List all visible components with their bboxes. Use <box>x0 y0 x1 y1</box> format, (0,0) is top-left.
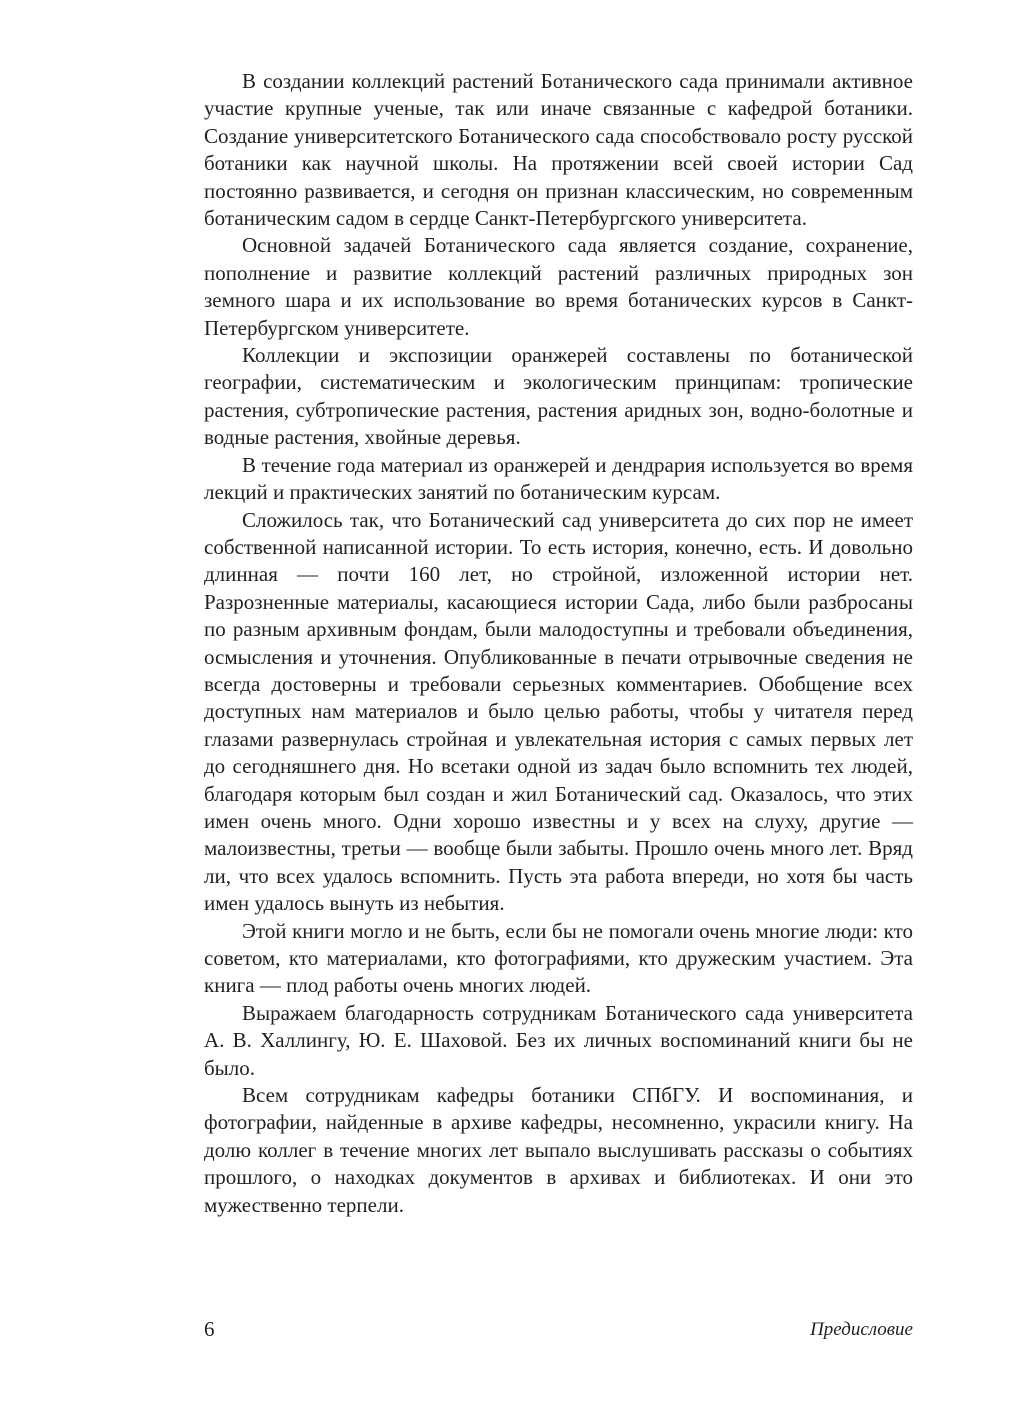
book-page <box>204 0 913 1411</box>
paragraph-5: Сложилось так, что Ботанический сад университета до сих пор не имеет собственной написанной истории. То есть история, конечно, есть. И довольно длинная — почти 160 лет, но стройной, изложенной истории нет. Разрозненные материалы, касающиеся истории Сада, либо были разбросаны по разным архивным фондам, были малодоступны и требовали объединения, осмысления и уточнения. Опубликованные в печати отрывочные сведения не всегда достоверны и требовали серьезных комментариев. Обобщение всех доступных нам материалов и было целью работы, чтобы у читателя перед глазами развернулась стройная и увлекательная история с самых первых лет до сегодняшнего дня. Но всетаки одной из задач было вспомнить тех людей, благодаря которым был создан и жил Ботанический сад. Оказалось, что этих имен очень много. Одни хорошо известны и у всех на слуху, другие — малоизвестны, третьи — вообще были забыты. Прошло очень много лет. Вряд ли, что всех удалось вспомнить. Пусть эта работа впереди, но хотя бы часть имен удалось вынуть из небытия. <box>204 507 913 916</box>
page-number: 6 <box>204 1317 215 1341</box>
running-footer-title: Предисловие <box>810 1319 913 1340</box>
paragraph-6: Этой книги могло и не быть, если бы не помогали очень многие люди: кто советом, кто материалами, кто фотографиями, кто дружеским участием. Эта книга — плод работы очень многих людей. <box>204 918 913 998</box>
paragraph-4: В течение года материал из оранжерей и дендрария используется во время лекций и практических занятий по ботаническим курсам. <box>204 452 913 505</box>
paragraph-8: Всем сотрудникам кафедры ботаники СПбГУ. И воспоминания, и фотографии, найденные в архиве кафедры, несомненно, украсили книгу. На долю коллег в течение многих лет выпало выслушивать рассказы о событиях прошлого, о находках документов в архивах и библиотеках. И они это мужественно терпели. <box>204 1083 913 1217</box>
paragraph-3: Коллекции и экспозиции оранжерей составлены по ботанической географии, систематическим и экологическим принципам: тропические растения, субтропические растения, растения аридных зон, водно-болотные и водные растения, хвойные деревья. <box>204 343 913 450</box>
paragraph-2: Основной задачей Ботанического сада является создание, сохранение, пополнение и развитие коллекций растений различных природных зон земного шара и их использование во время ботанических курсов в Санкт-Петербургском университете. <box>204 233 913 340</box>
body-text <box>204 68 913 1219</box>
paragraph-7: Выражаем благодарность сотрудникам Ботанического сада университета А. В. Халлингу, Ю. Е. Шаховой. Без их личных воспоминаний книги бы не было. <box>204 1000 913 1080</box>
paragraph-1: В создании коллекций растений Ботанического сада принимали активное участие крупные ученые, так или иначе связанные с кафедрой ботаники. Создание университетского Ботанического сада способствовало росту русской ботаники как научной школы. На протяжении всей своей истории Сад постоянно развивается, и сегодня он признан классическим, но современным ботаническим садом в сердце Санкт-Петербургского университета. <box>204 69 913 231</box>
